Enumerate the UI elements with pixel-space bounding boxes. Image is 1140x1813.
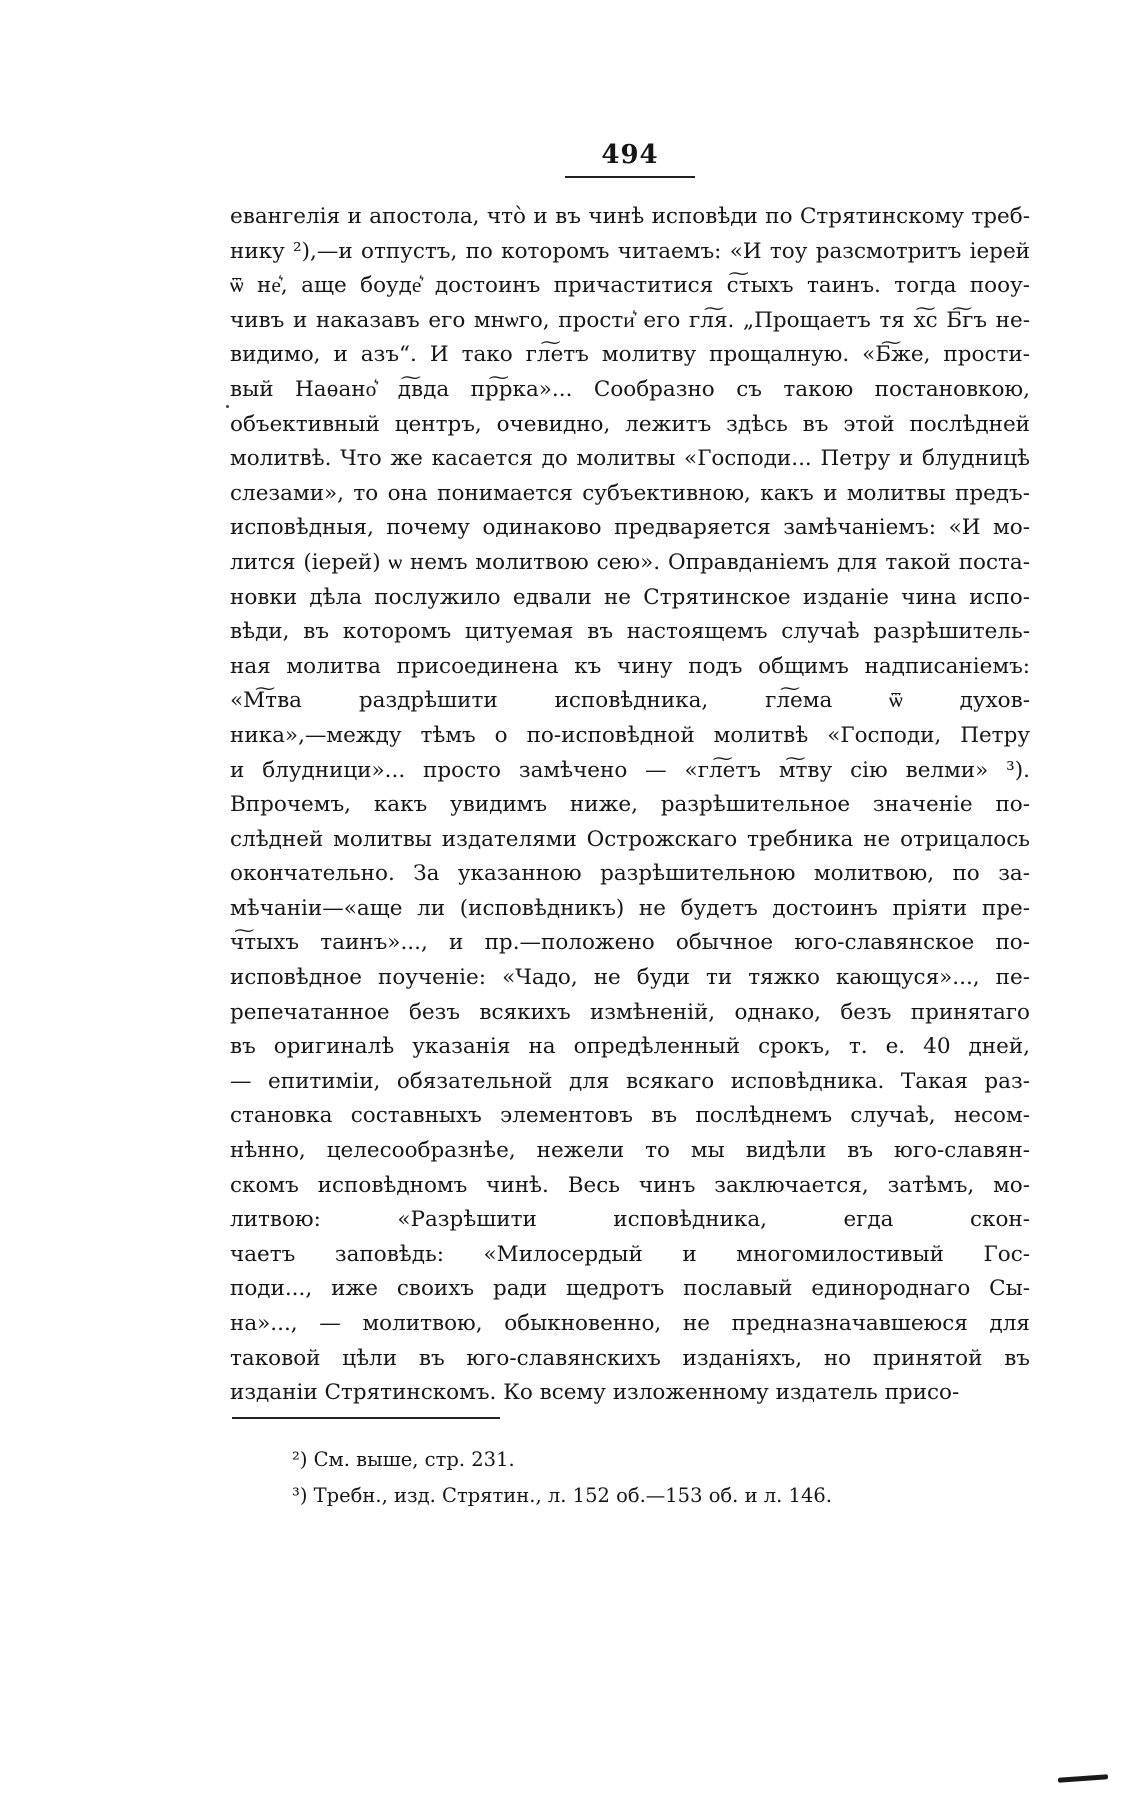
footnote-separator [232,1417,500,1419]
body-line: въ оригиналѣ указанія на опредѣленный срокъ, т. е. 40 дней, [230,1034,1030,1060]
body-line: «М͠тва раздрѣшити исповѣдника, гл͠ема ѿ духов- [230,688,1030,714]
page-number-underline [565,176,695,178]
body-line: объективный центръ, очевидно, лежитъ здѣсь въ этой послѣдней [230,411,1030,437]
body-line: слѣдней молитвы издателями Острожскаго требника не отрицалось [230,826,1030,852]
body-line: евангелія и апостола, что̀ и въ чинѣ исповѣди по Стрятинскому треб- [230,204,1030,229]
body-line: мѣчаніи—«аще ли (исповѣдникъ) не будетъ достоинъ пріяти пре- [230,895,1030,921]
body-line: слезами», то она понимается субъективною, какъ и молитвы предъ- [230,480,1030,506]
body-line: на»..., — молитвою, обыкновенно, не предназначавшеюся для [230,1311,1030,1336]
footnotes [292,1442,992,1514]
body-line: чаетъ заповѣдь: «Милосердый и многомилостивый Гос- [230,1241,1030,1267]
edge-ink-mark [1058,1774,1108,1782]
body-line: вый Наѳано͛ д͠вда пр͠рка»... Сообразно съ такою постановкою, [230,376,1030,402]
footnote: ³) Требн., изд. Стрятин., л. 152 об.—153 об. и л. 146. [292,1484,832,1507]
footnote: ²) См. выше, стр. 231. [292,1448,515,1471]
body-line: изданіи Стрятинскомъ. Ко всему изложенному издатель присо- [230,1380,960,1406]
body-line: скомъ исповѣдномъ чинѣ. Весь чинъ заключается, затѣмъ, мо- [230,1172,1030,1198]
body-line: литвою: «Разрѣшити исповѣдника, егда скон- [230,1207,1030,1233]
body-line: вѣди, въ которомъ цитуемая въ настоящемъ случаѣ разрѣшитель- [230,619,1030,645]
page-number: 494 [601,140,659,170]
body-line: становка составныхъ элементовъ въ послѣднемъ случаѣ, несом- [230,1103,1030,1129]
body-line: исповѣдныя, почему одинаково предваряется замѣчаніемъ: «И мо- [230,515,1030,541]
body-line: чивъ и наказавъ его мнѡго, прости͛ его гл͠я. „Прощаетъ тя х͠с Б͠гъ не- [230,307,1030,333]
ink-speck [226,405,229,408]
body-line: таковой цѣли въ юго-славянскихъ изданіяхъ, но принятой въ [230,1345,1030,1371]
body-line: поди..., иже своихъ ради щедротъ пославый единороднаго Сы- [230,1276,1030,1302]
body-line: новки дѣла послужило едвали не Стрятинское изданіе чина испо- [230,584,1030,610]
body-line: ника»,—между тѣмъ о по-исповѣдной молитвѣ «Господи, Петру [230,722,1030,748]
body-line: и блудници»... просто замѣчено — «гл͠етъ м͠тву сію велми» ³). [230,757,1030,783]
body-line: ная молитва присоединена къ чину подъ общимъ надписаніемъ: [230,653,1030,679]
body-line: нику ²),—и отпустъ, по которомъ читаемъ: «И тоу разсмотритъ iерей [230,238,1030,264]
body-line: ч͠тыхъ таинъ»..., и пр.—положено обычное юго-славянское по- [230,930,1030,956]
body-line: окончательно. За указанною разрѣшительною молитвою, по за- [230,861,1030,887]
body-line: исповѣдное поученіе: «Чадо, не буди ти тяжко кающуся»..., пе- [230,965,1030,991]
body-text [230,200,1030,1411]
body-line: нѣнно, целесообразнѣе, нежели то мы видѣли въ юго-славян- [230,1138,1030,1164]
body-line: Впрочемъ, какъ увидимъ ниже, разрѣшительное значеніе по- [230,792,1030,818]
body-line: молитвѣ. Что же касается до молитвы «Господи... Петру и блудницѣ [230,446,1030,472]
body-line: репечатанное безъ всякихъ измѣненій, однако, безъ принятаго [230,999,1030,1025]
body-line: видимо, и азъ“. И тако гл͠етъ молитву прощалную. «Б͠же, прости- [230,342,1030,368]
body-line: — епитиміи, обязательной для всякаго исповѣдника. Такая раз- [230,1068,1030,1094]
body-line: лится (iерей) ѡ немъ молитвою сею». Оправданіемъ для такой поста- [230,549,1030,575]
body-line: ѿ не͛, аще боуде͛ достоинъ причаститися с͠тыхъ таинъ. тогда пооу- [230,273,1030,299]
